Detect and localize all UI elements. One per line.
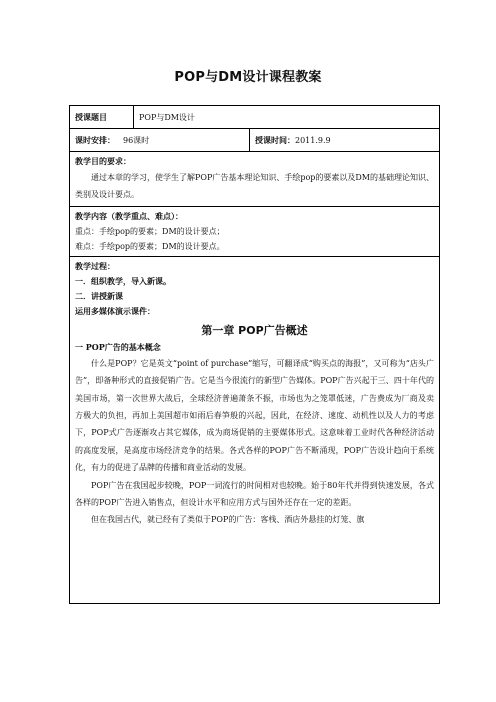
topic-label: 授课题目	[70, 106, 134, 129]
section-heading: 一 POP广告的基本概念	[75, 341, 161, 352]
difficult-points: 难点：手绘pop的要素；DM的设计要点。	[75, 241, 225, 251]
time-label: 授课时间：	[255, 134, 295, 145]
paragraph-3: 但在我国古代，就已经有了类似于POP的广告：客栈、酒店外悬挂的灯笼、旗	[91, 515, 365, 525]
aims-text: 通过本章的学习，使学生了解POP广告基本理论知识、手绘pop的要素以及DM的基础理论知识、类别及设计要点。	[75, 173, 434, 200]
time-value: 2011.9.9	[295, 135, 331, 145]
hours-cell	[70, 129, 250, 152]
topic-value: POP与DM设计	[134, 106, 440, 129]
multimedia-note: 运用多媒体演示课件：	[75, 305, 155, 316]
aims-cell	[70, 152, 440, 207]
hours-label: 课时安排：	[75, 134, 115, 145]
paragraph-1: 什么是POP？它是英文“point of purchase”缩写，可翻译成“购买点的海报”，又可称为“店头广告”，即备种形式的直接促销广告。它是当今很流行的新型广告媒体。POP广告兴起于三、四十年代的美国市场，第一次世界大战后，全球经济普遍萧条不振，市场也为之笼罩低迷，广告费成为厂商及卖方极大的负担，再加上美国超市如雨后春笋般的兴起，因此，在经济、速度、动机性以及人力的考虑下，POP式广告逐渐攻占其它媒体，成为商场促销的主要媒体形式。这意味着工业时代各种经济活动的高度发展，是高度市场经济竞争的结果。各式各样的POP广告不断涌现，POP广告设计趋向于系统化，有力的促进了品牌的传播和商业活动的发展。	[75, 358, 434, 473]
content-cell	[70, 206, 440, 256]
process-cell	[70, 256, 440, 603]
key-points: 重点：手绘pop的要素；DM的设计要点；	[75, 226, 225, 236]
lesson-plan-table	[69, 105, 440, 604]
chapter-heading: 第一章 POP广告概述	[201, 323, 308, 337]
aims-row	[70, 152, 440, 207]
content-row	[70, 206, 440, 256]
step-organize: 一．组织教学，导入新课。	[75, 275, 171, 286]
time-cell	[250, 129, 440, 152]
hours-value: 96课时	[123, 135, 150, 145]
document-title: POP与DM设计课程教案	[174, 70, 322, 85]
process-label: 教学过程：	[75, 260, 115, 271]
topic-row	[70, 106, 440, 129]
schedule-row	[70, 129, 440, 152]
process-row	[70, 256, 440, 603]
paragraph-2: POP广告在我国起步较晚，POP一词流行的时间相对也较晚。始于80年代并得到快速发展，各式各样的POP广告进入销售点，但设计水平和应用方式与国外还存在一定的差距。	[75, 480, 434, 508]
aims-label: 教学目的要求：	[75, 156, 131, 166]
step-teach: 二．讲授新课	[75, 290, 123, 301]
content-label: 教学内容（教学重点、难点）：	[75, 210, 183, 221]
